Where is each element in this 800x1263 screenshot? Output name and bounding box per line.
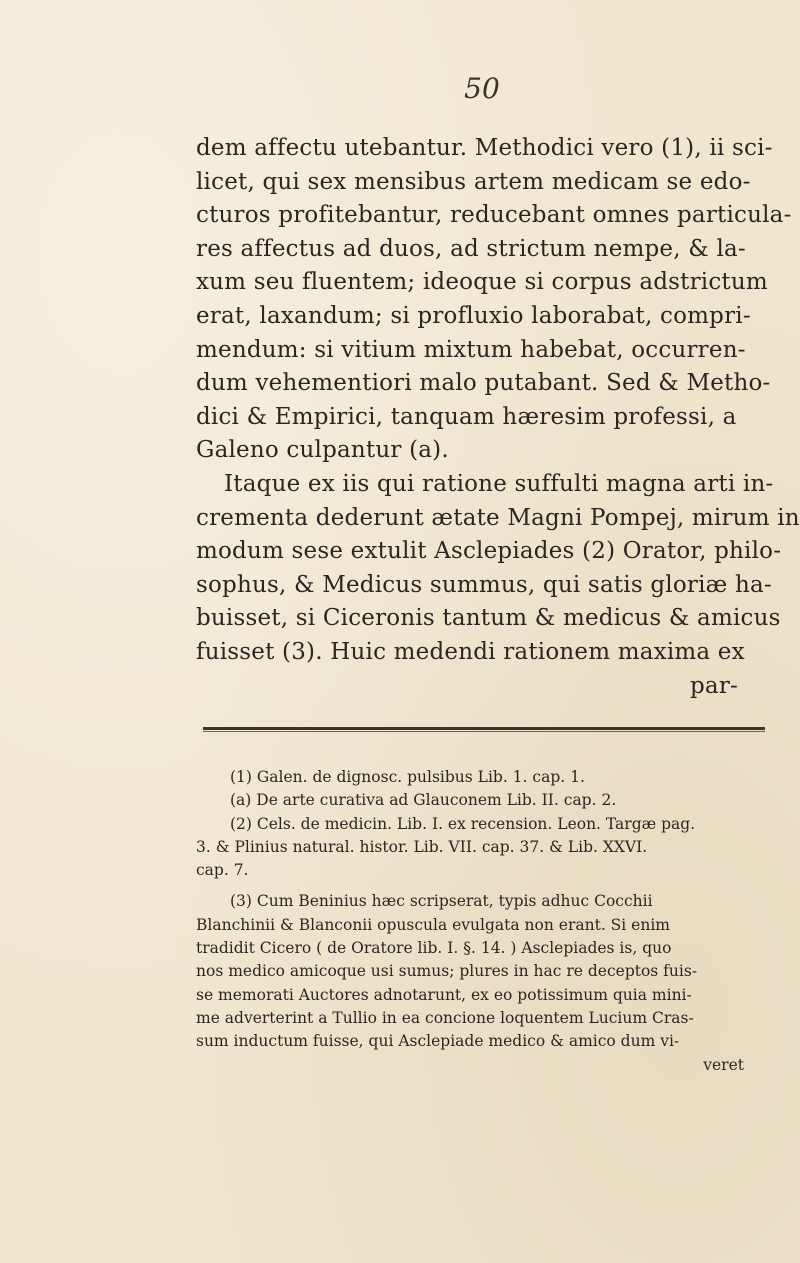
text-line: modum sese extulit Asclepiades (2) Orator, philo-: [196, 538, 782, 565]
footnote-line: cap. 7.: [196, 861, 249, 880]
footnote-line: Blanchinii & Blanconii opuscula evulgata non erant. Si enim: [196, 915, 670, 934]
footnotes-block: [196, 766, 762, 1077]
footnote-catchword: veret: [703, 1055, 744, 1074]
footnote-line: nos medico amicoque usi sumus; plures in hac re deceptos fuis-: [196, 962, 698, 981]
footnote-line: (2) Cels. de medicin. Lib. I. ex recension. Leon. Targæ pag.: [230, 814, 696, 833]
text-line: crementa dederunt ætate Magni Pompej, mirum in: [196, 504, 800, 531]
text-line: buisset, si Ciceronis tantum & medicus & amicus: [196, 605, 781, 632]
footnote-divider: [203, 727, 765, 730]
text-line: dum vehementiori malo putabant. Sed & Metho-: [196, 370, 771, 397]
text-line: xum seu fluentem; ideoque si corpus adstrictum: [196, 269, 768, 296]
text-line: sophus, & Medicus summus, qui satis gloriæ ha-: [196, 571, 772, 598]
footnote-line: (a) De arte curativa ad Glauconem Lib. II. cap. 2.: [230, 791, 617, 810]
page-number: 50: [464, 72, 500, 105]
footnote-line: sum inductum fuisse, qui Asclepiade medico & amico dum vi-: [196, 1032, 680, 1051]
text-line: fuisset (3). Huic medendi rationem maxima ex: [196, 638, 745, 665]
text-line: res affectus ad duos, ad strictum nempe, & la-: [196, 235, 746, 262]
footnote-line: tradidit Cicero ( de Oratore lib. I. §. 14. ) Asclepiades is, quo: [196, 939, 672, 958]
catchword: par-: [689, 672, 738, 699]
main-text-block: [196, 132, 800, 703]
text-line: Galeno culpantur (a).: [196, 437, 449, 464]
text-line: licet, qui sex mensibus artem medicam se edo-: [196, 168, 751, 195]
footnote-divider-thin: [203, 731, 765, 732]
text-line: Itaque ex iis qui ratione suffulti magna arti in-: [224, 470, 774, 497]
text-line: dici & Empirici, tanquam hæresim professi, a: [196, 403, 737, 430]
text-line: mendum: si vitium mixtum habebat, occurren-: [196, 336, 746, 363]
text-line: cturos profitebantur, reducebant omnes particula-: [196, 202, 792, 229]
footnote-line: me adverterint a Tullio in ea concione loquentem Lucium Cras-: [196, 1008, 694, 1027]
text-line: dem affectu utebantur. Methodici vero (1), ii sci-: [196, 135, 773, 161]
footnote-line: (1) Galen. de dignosc. pulsibus Lib. 1. cap. 1.: [230, 768, 585, 786]
footnote-line: (3) Cum Beninius hæc scripserat, typis adhuc Cocchii: [230, 892, 653, 911]
footnote-line: se memorati Auctores adnotarunt, ex eo potissimum quia mini-: [196, 985, 692, 1004]
footnote-line: 3. & Plinius natural. histor. Lib. VII. cap. 37. & Lib. XXVI.: [196, 837, 648, 856]
text-line: erat, laxandum; si profluxio laborabat, compri-: [196, 302, 751, 329]
